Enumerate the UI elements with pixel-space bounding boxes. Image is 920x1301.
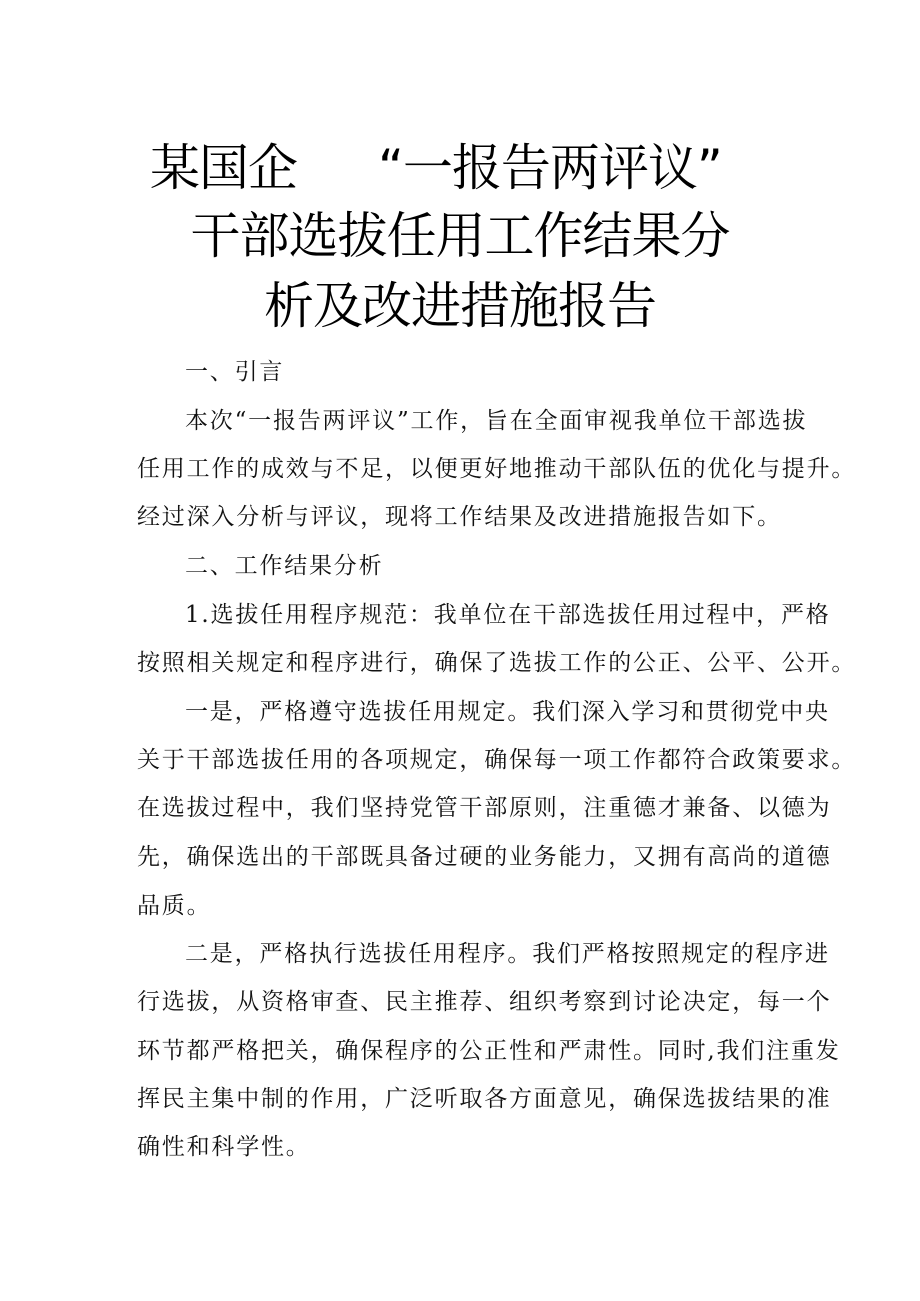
text-line: 一是，严格遵守选拔任用规定。我们深入学习和贯彻党中央 (185, 699, 830, 725)
text-line: 环节都严格把关，确保程序的公正性和严肃性。同时,我们注重发 (137, 1038, 841, 1064)
text-line: 任用工作的成效与不足，以便更好地推动干部队伍的优化与提升。 (137, 456, 857, 482)
text-line: 本次“一报告两评议”工作，旨在全面审视我单位干部选拔 (185, 408, 808, 434)
text-line: 经过深入分析与评议，现将工作结果及改进措施报告如下。 (137, 504, 782, 530)
text-line: 二是，严格执行选拔任用程序。我们严格按照规定的程序进 (185, 941, 830, 967)
text-line: 挥民主集中制的作用，广泛听取各方面意见，确保选拔结果的准 (137, 1086, 832, 1112)
title-line-2: 干部选拔任用工作结果分 (190, 207, 730, 265)
title-line-3: 析及改进措施报告 (264, 277, 656, 335)
text-line: 二、工作结果分析 (185, 553, 384, 579)
text-line: 先，确保选出的干部既具备过硬的业务能力，又拥有高尚的道德 (137, 844, 832, 870)
text-line: 行选拔，从资格审查、民主推荐、组织考察到讨论决定，每一个 (137, 989, 832, 1015)
text-line: 一、引言 (185, 359, 285, 385)
text-line: 品质。 (137, 893, 212, 919)
text-line: 关于干部选拔任用的各项规定，确保每一项工作都符合政策要求。 (137, 747, 857, 773)
text-line: 在选拔过程中，我们坚持党管干部原则，注重德才兼备、以德为 (137, 795, 832, 821)
title-quote: “一报告两评议” (378, 139, 722, 197)
title-org: 某国企 (150, 139, 297, 197)
text-line: 按照相关规定和程序进行，确保了选拔工作的公正、公平、公开。 (137, 650, 857, 676)
text-line: 确性和科学性。 (137, 1134, 311, 1160)
text-line: 1.选拔任用程序规范：我单位在干部选拔任用过程中，严格 (185, 602, 831, 628)
